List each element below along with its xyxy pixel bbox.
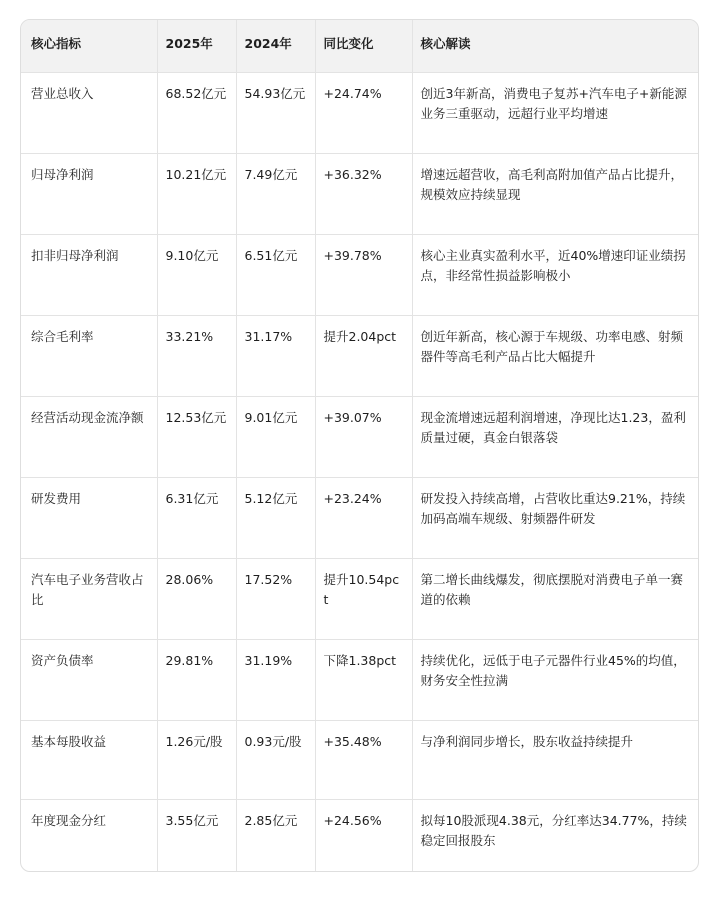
- cell-2025: 3.55亿元: [157, 799, 236, 872]
- cell-interpretation: 拟每10股派现4.38元，分红率达34.77%，持续稳定回报股东: [420, 812, 687, 848]
- table-row: [21, 720, 698, 799]
- table-row: [21, 477, 698, 558]
- cell-2025: 1.26元/股: [157, 720, 236, 799]
- header-2025: 2025年: [157, 20, 236, 72]
- cell-2025: 29.81%: [157, 639, 236, 720]
- table-row: [21, 639, 698, 720]
- cell-2024: 0.93元/股: [236, 720, 315, 799]
- header-interpretation: 核心解读: [412, 20, 698, 72]
- cell-interpretation: 增速远超营收，高毛利高附加值产品占比提升，规模效应持续显现: [412, 153, 698, 234]
- cell-yoy-change: +36.32%: [315, 153, 412, 234]
- cell-interpretation: 持续优化，远低于电子元器件行业45%的均值，财务安全性拉满: [412, 639, 698, 720]
- cell-yoy-change: +23.24%: [315, 477, 412, 558]
- cell-interpretation: 现金流增速远超利润增速，净现比达1.23，盈利质量过硬，真金白银落袋: [412, 396, 698, 477]
- cell-yoy-change: +24.56%: [315, 799, 412, 872]
- cell-2025: 33.21%: [157, 315, 236, 396]
- header-yoy-change: 同比变化: [315, 20, 412, 72]
- cell-metric: 基本每股收益: [21, 720, 157, 799]
- cell-interpretation: 研发投入持续高增，占营收比重达9.21%，持续加码高端车规级、射频器件研发: [412, 477, 698, 558]
- cell-yoy-change: 下降1.38pct: [315, 639, 412, 720]
- table-row: [21, 799, 698, 872]
- cell-2024: 31.19%: [236, 639, 315, 720]
- header-2024: 2024年: [236, 20, 315, 72]
- cell-interpretation: 与净利润同步增长，股东收益持续提升: [412, 720, 698, 799]
- table-row: [21, 234, 698, 315]
- cell-2024: 54.93亿元: [236, 72, 315, 153]
- data-table-container: [20, 19, 699, 872]
- cell-2024: 7.49亿元: [236, 153, 315, 234]
- cell-yoy-change: +39.78%: [315, 234, 412, 315]
- cell-metric: 研发费用: [21, 477, 157, 558]
- cell-metric: 经营活动现金流净额: [21, 396, 157, 477]
- table-row: [21, 558, 698, 639]
- table-row: [21, 153, 698, 234]
- cell-2024: 6.51亿元: [236, 234, 315, 315]
- table-row: [21, 396, 698, 477]
- financial-metrics-table: [21, 20, 698, 872]
- cell-interpretation: 创近年新高，核心源于车规级、功率电感、射频器件等高毛利产品占比大幅提升: [412, 315, 698, 396]
- cell-metric: 营业总收入: [21, 72, 157, 153]
- cell-metric: 汽车电子业务营收占比: [21, 558, 157, 639]
- cell-2024: 5.12亿元: [236, 477, 315, 558]
- cell-yoy-change: +24.74%: [315, 72, 412, 153]
- cell-yoy-change: +35.48%: [315, 720, 412, 799]
- cell-metric: 扣非归母净利润: [21, 234, 157, 315]
- cell-interpretation: 核心主业真实盈利水平，近40%增速印证业绩拐点，非经常性损益影响极小: [412, 234, 698, 315]
- cell-2025: 9.10亿元: [157, 234, 236, 315]
- cell-interpretation: 创近3年新高，消费电子复苏+汽车电子+新能源业务三重驱动，远超行业平均增速: [412, 72, 698, 153]
- cell-2025: 68.52亿元: [157, 72, 236, 153]
- cell-metric: 综合毛利率: [21, 315, 157, 396]
- cell-metric: 年度现金分红: [21, 799, 157, 872]
- cell-2024: 2.85亿元: [236, 799, 315, 872]
- table-row: [21, 72, 698, 153]
- cell-2024: 17.52%: [236, 558, 315, 639]
- cell-metric: 归母净利润: [21, 153, 157, 234]
- cell-2025: 10.21亿元: [157, 153, 236, 234]
- header-metric: 核心指标: [21, 20, 157, 72]
- table-row: [21, 315, 698, 396]
- cell-2024: 9.01亿元: [236, 396, 315, 477]
- cell-2025: 28.06%: [157, 558, 236, 639]
- cell-yoy-change: 提升10.54pct: [315, 558, 412, 639]
- cell-yoy-change: 提升2.04pct: [315, 315, 412, 396]
- cell-2025: 12.53亿元: [157, 396, 236, 477]
- cell-metric: 资产负债率: [21, 639, 157, 720]
- cell-2025: 6.31亿元: [157, 477, 236, 558]
- cell-2024: 31.17%: [236, 315, 315, 396]
- cell-yoy-change: +39.07%: [315, 396, 412, 477]
- table-header-row: [21, 20, 698, 72]
- cell-interpretation: 第二增长曲线爆发，彻底摆脱对消费电子单一赛道的依赖: [412, 558, 698, 639]
